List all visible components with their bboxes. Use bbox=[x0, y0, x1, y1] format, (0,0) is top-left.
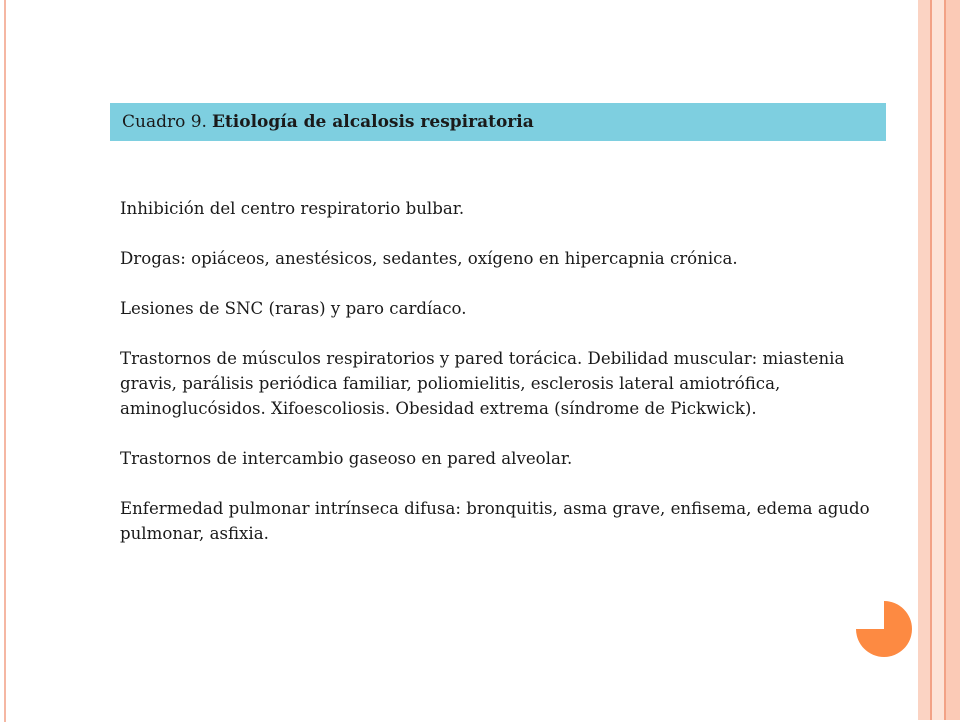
paragraph: Lesiones de SNC (raras) y paro cardíaco. bbox=[120, 299, 467, 318]
title-label: Cuadro 9. bbox=[122, 112, 207, 132]
paragraph: Drogas: opiáceos, anestésicos, sedantes, oxígeno en hipercapnia crónica. bbox=[120, 249, 738, 268]
accent-circle-icon bbox=[855, 600, 913, 658]
content-body bbox=[120, 196, 880, 571]
paragraph: Trastornos de músculos respiratorios y pared torácica. Debilidad muscular: miastenia gravis, parálisis periódica familiar, poliomielitis, esclerosis lateral amiotrófica, aminoglucósidos. Xifoescoliosis. Obesidad extrema (síndrome de Pickwick). bbox=[120, 349, 845, 418]
paragraph: Enfermedad pulmonar intrínseca difusa: bronquitis, asma grave, enfisema, edema agudo pulmonar, asfixia. bbox=[120, 499, 870, 543]
decorative-stripe bbox=[932, 0, 944, 720]
title-bar bbox=[110, 103, 886, 141]
paragraph: Inhibición del centro respiratorio bulbar. bbox=[120, 199, 465, 218]
decorative-stripe bbox=[918, 0, 930, 720]
decorative-stripe bbox=[946, 0, 960, 720]
paragraph: Trastornos de intercambio gaseoso en pared alveolar. bbox=[120, 449, 573, 468]
title-heading: Etiología de alcalosis respiratoria bbox=[211, 112, 534, 132]
